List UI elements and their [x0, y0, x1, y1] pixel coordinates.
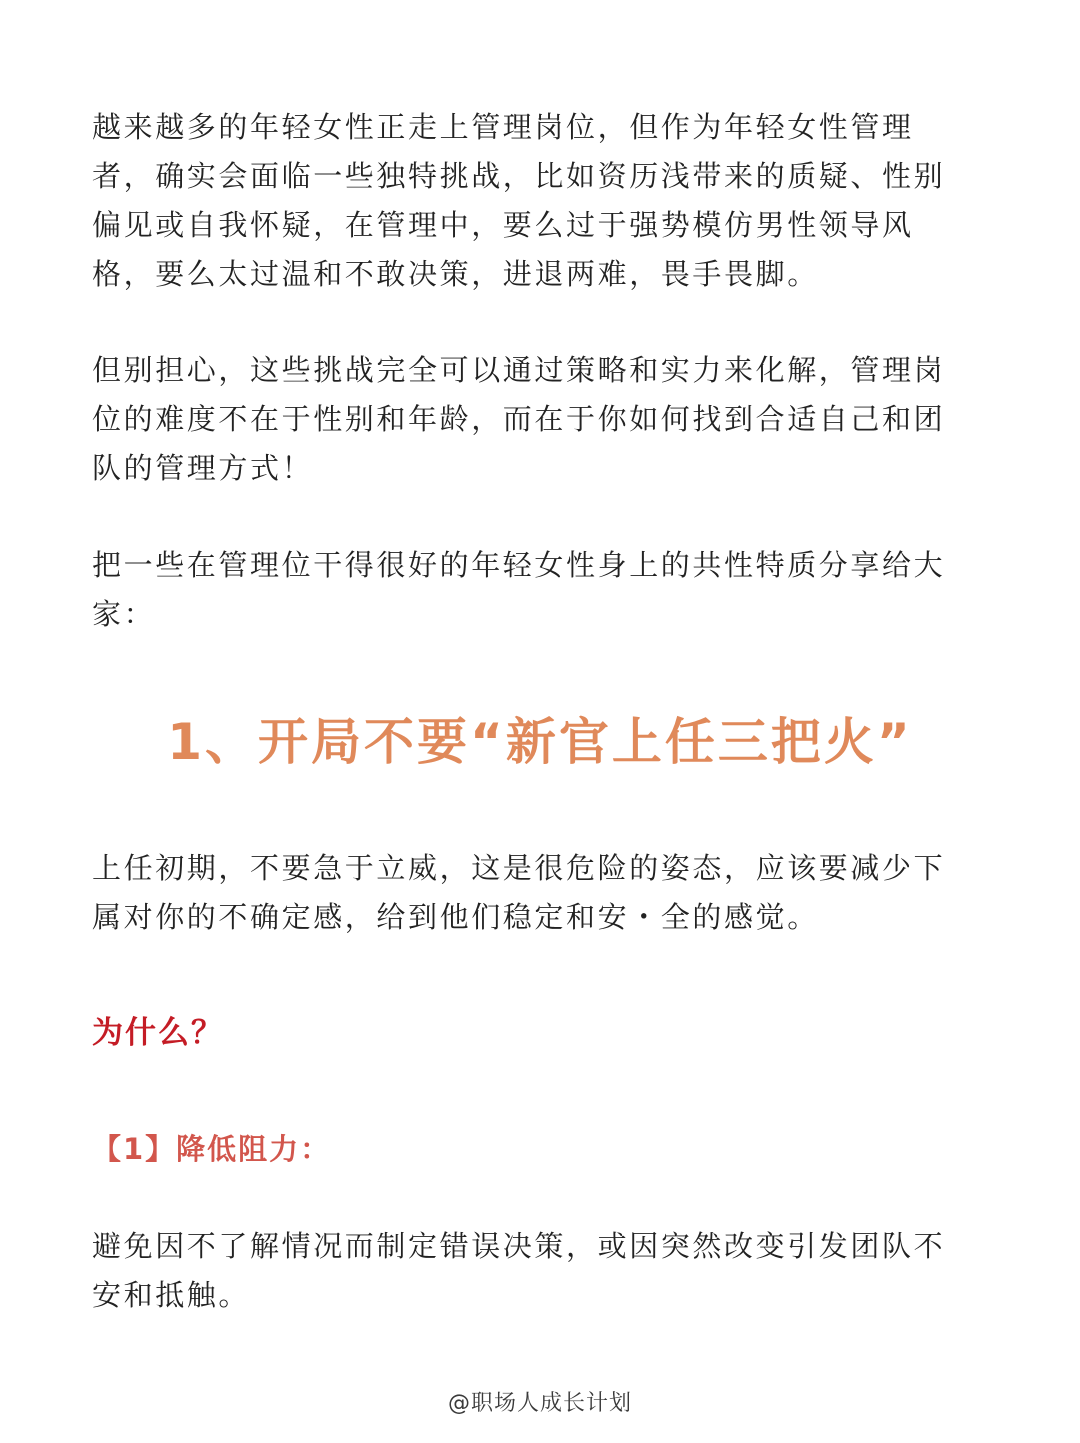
intro-paragraph-3: 把一些在管理位干得很好的年轻女性身上的共性特质分享给大家： — [92, 548, 946, 631]
point-heading: 【1】降低阻力： — [92, 1132, 332, 1166]
point-paragraph: 避免因不了解情况而制定错误决策，或因突然改变引发团队不安和抵触。 — [92, 1229, 946, 1312]
intro-paragraph-1: 越来越多的年轻女性正走上管理岗位，但作为年轻女性管理者，确实会面临一些独特挑战，比如资历浅带来的质疑、性别偏见或自我怀疑，在管理中，要么过于强势模仿男性领导风格，要么太过温和不敢决策，进退两难，畏手畏脚。 — [92, 110, 946, 291]
section-intro-paragraph: 上任初期，不要急于立威，这是很危险的姿态，应该要减少下属对你的不确定感，给到他们稳定和安・全的感觉。 — [92, 851, 946, 934]
why-heading: 为什么？ — [92, 1015, 224, 1051]
author-watermark: @职场人成长计划 — [447, 1391, 632, 1416]
section-heading: 1、开局不要“新官上任三把火” — [167, 713, 913, 771]
intro-paragraph-2: 但别担心，这些挑战完全可以通过策略和实力来化解，管理岗位的难度不在于性别和年龄，而在于你如何找到合适自己和团队的管理方式！ — [92, 353, 946, 485]
